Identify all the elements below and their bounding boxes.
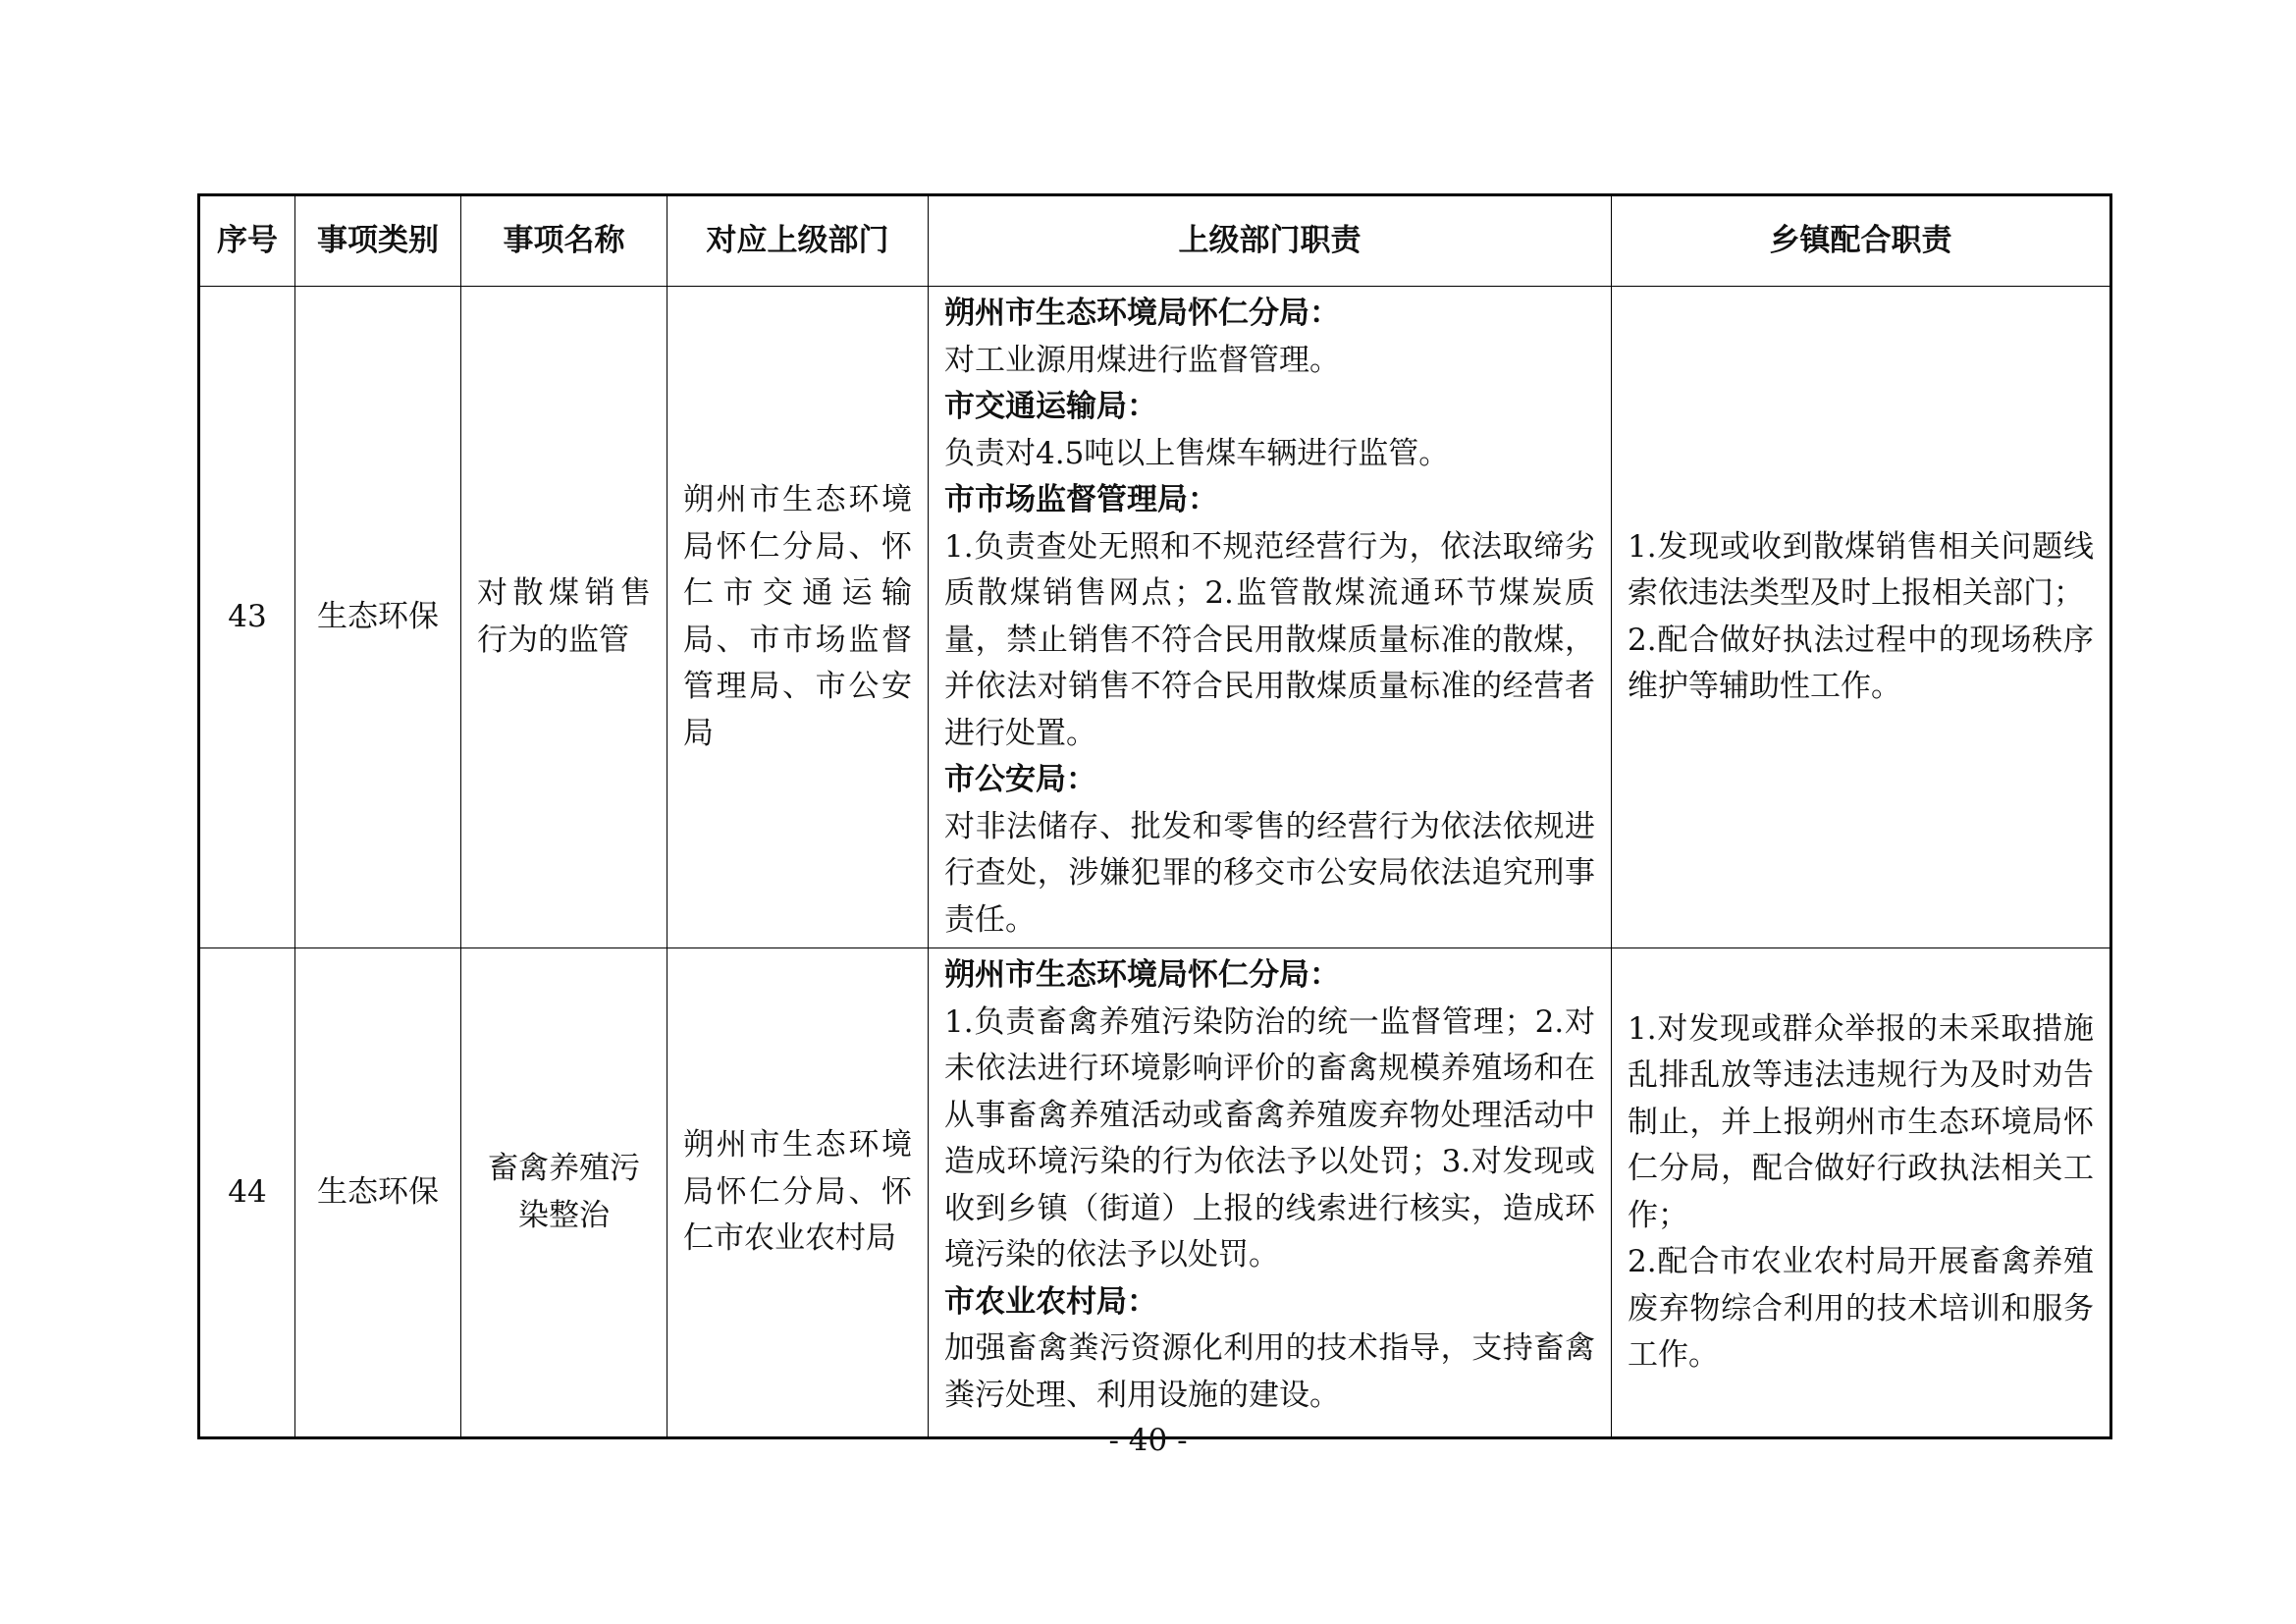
table-row [199, 948, 2111, 1438]
header-township-duties: 乡镇配合职责 [1612, 195, 2111, 287]
duty-text: 对工业源用煤进行监督管理。 [944, 342, 1340, 378]
row-superior-duties [929, 287, 1612, 948]
duty-heading: 市农业农村局： [944, 1283, 1157, 1320]
row-category: 生态环保 [295, 287, 461, 948]
responsibility-table [197, 193, 2112, 1439]
row-item-name-text: 畜禽养殖污染整治 [488, 1151, 640, 1233]
header-serial-number: 序号 [199, 195, 295, 287]
coop-item: 1.发现或收到散煤销售相关问题线索依违法类型及时上报相关部门； [1628, 528, 2094, 611]
duty-text: 加强畜禽粪污资源化利用的技术指导，支持畜禽粪污处理、利用设施的建设。 [944, 1330, 1595, 1413]
duty-heading: 市交通运输局： [944, 389, 1157, 424]
header-item-category: 事项类别 [295, 195, 461, 287]
coop-item: 1.对发现或群众举报的未采取措施乱排乱放等违法违规行为及时劝告制止，并上报朔州市生态环境局怀仁分局，配合做好行政执法相关工作； [1628, 1010, 2094, 1233]
coop-item: 2.配合做好执法过程中的现场秩序维护等辅助性工作。 [1628, 622, 2094, 704]
row-department-text: 朔州市生态环境局怀仁分局、怀仁市交通运输局、市市场监督管理局、市公安局 [683, 482, 912, 751]
row-serial-number: 44 [199, 948, 295, 1438]
page-number: - 40 - [1108, 1423, 1188, 1458]
header-superior-department: 对应上级部门 [667, 195, 929, 287]
coop-item: 2.配合市农业农村局开展畜禽养殖废弃物综合利用的技术培训和服务工作。 [1628, 1244, 2094, 1373]
duty-heading: 市公安局： [944, 762, 1096, 797]
duty-text: 负责对4.5吨以上售煤车辆进行监管。 [944, 435, 1450, 471]
row-township-duties [1612, 948, 2111, 1438]
table-header-row [199, 195, 2111, 287]
duty-text: 1.负责查处无照和不规范经营行为，依法取缔劣质散煤销售网点；2.监管散煤流通环节煤炭质量，禁止销售不符合民用散煤质量标准的散煤，并依法对销售不符合民用散煤质量标准的经营者进行处置。 [944, 528, 1595, 751]
row-item-name-text: 对散煤销售行为的监管 [477, 575, 651, 658]
header-superior-duties: 上级部门职责 [929, 195, 1612, 287]
duty-heading: 朔州市生态环境局怀仁分局： [944, 957, 1340, 993]
table-row [199, 287, 2111, 948]
row-department [667, 948, 929, 1438]
row-serial-number: 43 [199, 287, 295, 948]
row-superior-duties [929, 948, 1612, 1438]
duty-text: 对非法储存、批发和零售的经营行为依法依规进行查处，涉嫌犯罪的移交市公安局依法追究刑事责任。 [944, 808, 1595, 938]
header-item-name: 事项名称 [461, 195, 667, 287]
row-item-name [461, 948, 667, 1438]
duty-text: 1.负责畜禽养殖污染防治的统一监督管理；2.对未依法进行环境影响评价的畜禽规模养殖场和在从事畜禽养殖活动或畜禽养殖废弃物处理活动中造成环境污染的行为依法予以处罚；3.对发现或收到乡镇（街道）上报的线索进行核实，造成环境污染的依法予以处罚。 [944, 1003, 1595, 1272]
duty-heading: 市市场监督管理局： [944, 482, 1218, 517]
row-category: 生态环保 [295, 948, 461, 1438]
row-department-text: 朔州市生态环境局怀仁分局、怀仁市农业农村局 [683, 1127, 912, 1257]
row-township-duties [1612, 287, 2111, 948]
row-item-name [461, 287, 667, 948]
duty-heading: 朔州市生态环境局怀仁分局： [944, 296, 1340, 331]
row-department [667, 287, 929, 948]
